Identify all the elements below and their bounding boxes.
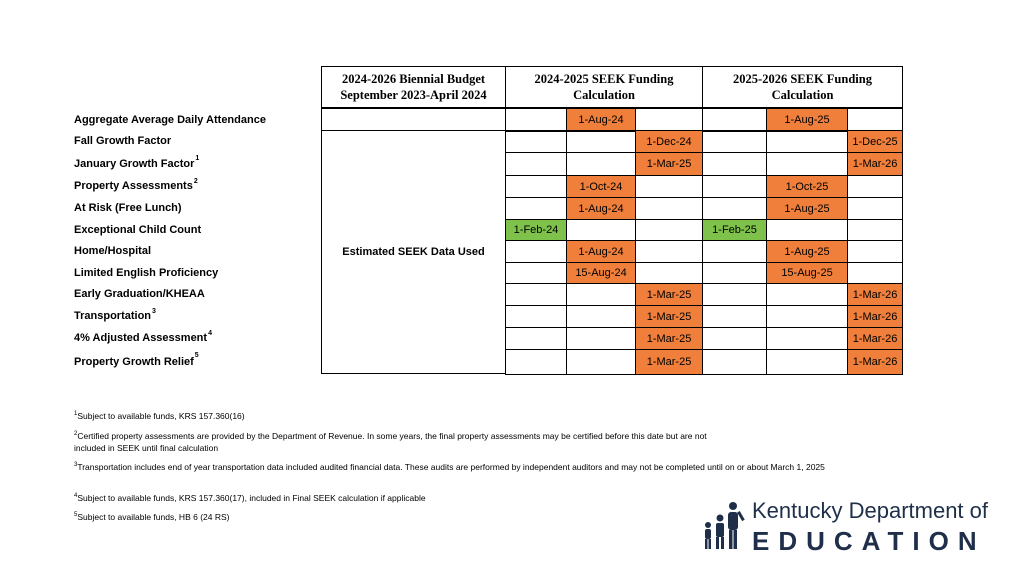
- header-budget: 2024-2026 Biennial Budget September 2023-April 2024: [321, 66, 506, 108]
- footnote-text: Subject to available funds, KRS 157.360(17), included in Final SEEK calculation if applicable: [77, 492, 426, 503]
- date-cell: [505, 305, 567, 328]
- footnote: [74, 408, 834, 422]
- date-cell: [702, 197, 767, 220]
- row-label-text: Limited English Proficiency: [74, 266, 219, 279]
- date-cell: [505, 108, 567, 132]
- date-cell: 1-Oct-24: [566, 175, 636, 198]
- date-cell: [847, 108, 903, 132]
- row-label-text: January Growth Factor: [74, 157, 195, 170]
- date-cell: 1-Dec-24: [635, 130, 703, 153]
- date-cell: [702, 152, 767, 176]
- date-cell: 1-Aug-24: [566, 240, 636, 263]
- footnote-marker: 1: [195, 155, 200, 162]
- footnote: [74, 428, 714, 454]
- date-cell: 1-Feb-24: [505, 219, 567, 241]
- date-cell: 1-Mar-26: [847, 305, 903, 328]
- row-label-text: At Risk (Free Lunch): [74, 202, 182, 214]
- date-cell: [505, 283, 567, 306]
- row-label-text: Early Graduation/KHEAA: [74, 288, 205, 300]
- date-cell: [505, 152, 567, 176]
- row-label: [74, 197, 182, 219]
- row-label-text: Transportation: [74, 310, 152, 322]
- date-cell: [702, 327, 767, 350]
- date-cell: [566, 283, 636, 306]
- brand-line-2: EDUCATION: [752, 526, 986, 556]
- date-cell: [566, 219, 636, 241]
- date-cell: 1-Mar-26: [847, 349, 903, 375]
- brand-line-1: Kentucky Department of: [752, 498, 989, 523]
- footnote: [74, 459, 834, 473]
- date-cell: 1-Mar-26: [847, 327, 903, 350]
- date-cell: 1-Aug-25: [766, 240, 848, 263]
- date-cell: [847, 175, 903, 198]
- date-cell: [766, 305, 848, 328]
- row-label-text: Property Assessments: [74, 180, 193, 192]
- date-cell: [702, 283, 767, 306]
- footnote-number: 4: [74, 493, 78, 499]
- date-cell: [847, 240, 903, 263]
- header-seek-2025: 2024-2025 SEEK Funding Calculation: [505, 66, 703, 108]
- date-cell: [847, 262, 903, 284]
- row-label-text: Fall Growth Factor: [74, 135, 172, 147]
- header-seek-2026: 2025-2026 SEEK Funding Calculation: [702, 66, 903, 108]
- footnote-text: Transportation includes end of year transportation data included audited financial data. These audits are performed by independent auditors and may not be completed until on or about March 1, 2025: [77, 461, 825, 472]
- footnote-number: 3: [74, 462, 78, 468]
- date-cell: [505, 240, 567, 263]
- date-cell: [635, 197, 703, 220]
- row-label: [74, 262, 218, 283]
- footnote-marker: 4: [208, 330, 212, 337]
- row-label: [74, 240, 151, 262]
- row-label: [74, 175, 198, 197]
- date-cell: 1-Aug-25: [766, 108, 848, 132]
- date-cell: 1-Dec-25: [847, 130, 903, 153]
- date-cell: [635, 219, 703, 241]
- row-label: [74, 108, 266, 131]
- date-cell: [702, 175, 767, 198]
- date-cell: [635, 175, 703, 198]
- date-cell: [635, 240, 703, 263]
- footnote-number: 2: [74, 431, 78, 437]
- row-label-text: Aggregate Average Daily Attendance: [74, 113, 266, 126]
- footnote-number: 1: [74, 411, 78, 417]
- date-cell: 1-Aug-24: [566, 197, 636, 220]
- date-cell: 15-Aug-25: [766, 262, 848, 284]
- budget-cell-empty: [321, 108, 506, 131]
- footnote-marker: 2: [193, 178, 198, 185]
- date-cell: [702, 108, 767, 132]
- date-cell: 1-Feb-25: [702, 219, 767, 241]
- row-label: [74, 130, 171, 152]
- kde-logo-figures-icon: [700, 498, 746, 557]
- row-label: [74, 152, 199, 175]
- date-cell: [766, 349, 848, 375]
- date-cell: [505, 349, 567, 375]
- date-cell: [566, 349, 636, 375]
- footnote-text: Certified property assessments are provided by the Department of Revenue. In some years, the final property assessments may be certified before this date but are not included in SEEK until final calculation: [74, 430, 707, 453]
- row-label-text: Exceptional Child Count: [74, 223, 202, 236]
- date-cell: 1-Mar-25: [635, 327, 703, 350]
- date-cell: [505, 130, 567, 153]
- row-label-text: 4% Adjusted Assessment: [74, 332, 208, 344]
- date-cell: [702, 349, 767, 375]
- date-cell: [702, 262, 767, 284]
- row-label: [74, 327, 212, 349]
- footnote-marker: 3: [152, 308, 156, 315]
- row-label: [74, 219, 201, 240]
- row-label-text: Home/Hospital: [74, 245, 152, 257]
- date-cell: [766, 327, 848, 350]
- date-cell: [566, 152, 636, 176]
- date-cell: [766, 152, 848, 176]
- date-cell: [847, 219, 903, 241]
- footnote-marker: 5: [194, 352, 199, 359]
- date-cell: 1-Mar-25: [635, 283, 703, 306]
- date-cell: 15-Aug-24: [566, 262, 636, 284]
- date-cell: [505, 327, 567, 350]
- date-cell: 1-Mar-25: [635, 305, 703, 328]
- date-cell: 1-Mar-26: [847, 283, 903, 306]
- date-cell: [566, 327, 636, 350]
- date-cell: [766, 283, 848, 306]
- date-cell: 1-Mar-25: [635, 349, 703, 375]
- date-cell: [635, 262, 703, 284]
- row-label-text: Property Growth Relief: [74, 355, 194, 368]
- date-cell: [566, 130, 636, 153]
- footnote-text: Subject to available funds, KRS 157.360(16): [77, 410, 245, 421]
- footnote-text: Subject to available funds, HB 6 (24 RS): [77, 511, 230, 522]
- row-label: [74, 305, 156, 327]
- date-cell: 1-Aug-25: [766, 197, 848, 220]
- date-cell: [766, 130, 848, 153]
- footnote-number: 5: [74, 512, 78, 518]
- date-cell: [635, 108, 703, 132]
- date-cell: [847, 197, 903, 220]
- date-cell: 1-Aug-24: [566, 108, 636, 132]
- row-label: [74, 283, 205, 305]
- date-cell: 1-Mar-26: [847, 152, 903, 176]
- estimated-seek-data-label: Estimated SEEK Data Used: [321, 130, 506, 374]
- date-cell: [505, 175, 567, 198]
- date-cell: 1-Oct-25: [766, 175, 848, 198]
- date-cell: [702, 305, 767, 328]
- date-cell: [766, 219, 848, 241]
- date-cell: 1-Mar-25: [635, 152, 703, 176]
- date-cell: [702, 130, 767, 153]
- date-cell: [702, 240, 767, 263]
- date-cell: [505, 197, 567, 220]
- date-cell: [566, 305, 636, 328]
- row-label: [74, 349, 199, 374]
- date-cell: [505, 262, 567, 284]
